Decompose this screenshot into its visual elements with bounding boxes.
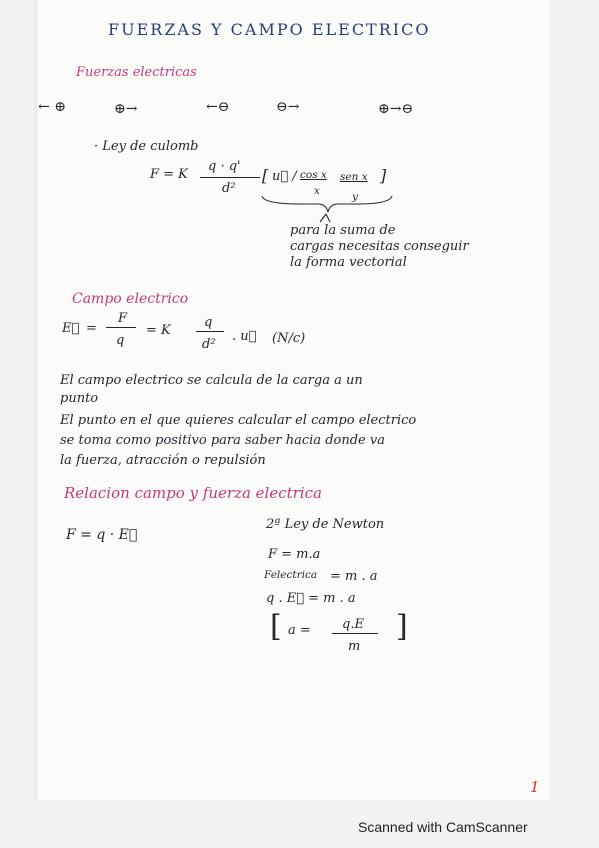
- cos-term: cos x: [300, 169, 327, 181]
- fraction-line: [196, 331, 224, 332]
- negative-charge-icon: ⊖: [401, 101, 414, 117]
- newton-law: 2ª Ley de Newton: [266, 517, 385, 532]
- coulomb-numerator: q · q': [208, 159, 241, 174]
- coulomb-denominator: d²: [222, 181, 236, 196]
- positive-charge-icon: ⊕: [114, 101, 126, 117]
- result-numerator: q.E: [342, 617, 364, 632]
- fraction-line: [332, 633, 378, 634]
- under-y: y: [352, 191, 358, 203]
- negative-charge-icon: ⊖: [217, 99, 230, 115]
- positive-charge-icon: ⊕: [54, 99, 66, 115]
- newton-line-2: = m . a: [330, 569, 378, 584]
- campo-text-1: El campo electrico se calcula de la carga a un: [60, 373, 363, 388]
- campo-text-2: punto: [60, 391, 99, 406]
- charge-diagram-1: ← ⊕: [38, 99, 66, 115]
- campo-text-3: El punto en el que quieres calcular el campo electrico: [60, 413, 417, 428]
- units: (N/c): [272, 331, 306, 346]
- result-bracket-open: [: [270, 609, 282, 644]
- f-numerator: F: [118, 311, 128, 326]
- scanner-watermark: Scanned with CamScanner: [358, 819, 528, 835]
- fraction-line: [106, 327, 136, 328]
- bracket-open: [: [262, 166, 269, 185]
- ley-coulomb-label: · Ley de culomb: [94, 139, 199, 154]
- sen-term: sen x: [340, 171, 368, 183]
- newton-line-1: F = m.a: [268, 547, 321, 562]
- note-line-3: la forma vectorial: [290, 255, 407, 270]
- u-vector: . u⃗: [232, 329, 257, 344]
- result-a: a =: [288, 623, 311, 638]
- campo-text-4: se toma como positivo para saber hacia donde va: [60, 433, 385, 448]
- f-electrica-label: Felectrica: [264, 569, 318, 581]
- under-x: x: [314, 185, 320, 197]
- q-denominator: q: [116, 333, 125, 348]
- k-constant: = K: [146, 323, 171, 338]
- note-line-1: para la suma de: [290, 223, 396, 238]
- charge-diagram-2: ⊕→: [114, 101, 138, 117]
- campo-text-5: la fuerza, atracción o repulsión: [60, 453, 266, 468]
- campo-heading: Campo electrico: [72, 291, 189, 307]
- note-line-2: cargas necesitas conseguir: [290, 239, 469, 254]
- result-bracket-close: ]: [396, 609, 408, 644]
- negative-charge-icon: ⊖: [276, 99, 288, 115]
- q-numerator: q: [204, 315, 213, 330]
- positive-charge-icon: ⊕: [378, 101, 390, 117]
- page-title: FUERZAS Y CAMPO ELECTRICO: [108, 20, 431, 39]
- result-denominator: m: [348, 639, 361, 654]
- equals-sign: =: [86, 321, 97, 336]
- fuerzas-heading: Fuerzas electricas: [76, 65, 197, 80]
- unit-vector: u⃗ /: [272, 169, 297, 184]
- e-vector: E⃗: [62, 321, 80, 336]
- charge-diagram-4: ⊖→: [276, 99, 300, 115]
- page-number: 1: [530, 778, 540, 796]
- charge-diagram-5: ⊕→⊖: [378, 101, 414, 117]
- bracket-close: ]: [380, 166, 387, 185]
- relacion-heading: Relacion campo y fuerza electrica: [64, 484, 322, 502]
- newton-line-3: q . E⃗ = m . a: [266, 591, 356, 606]
- charge-diagram-3: ←⊖: [206, 99, 230, 115]
- coulomb-f-k: F = K: [150, 167, 188, 182]
- f-qe-formula: F = q · E⃗: [66, 527, 138, 543]
- d2-denominator: d²: [202, 337, 216, 352]
